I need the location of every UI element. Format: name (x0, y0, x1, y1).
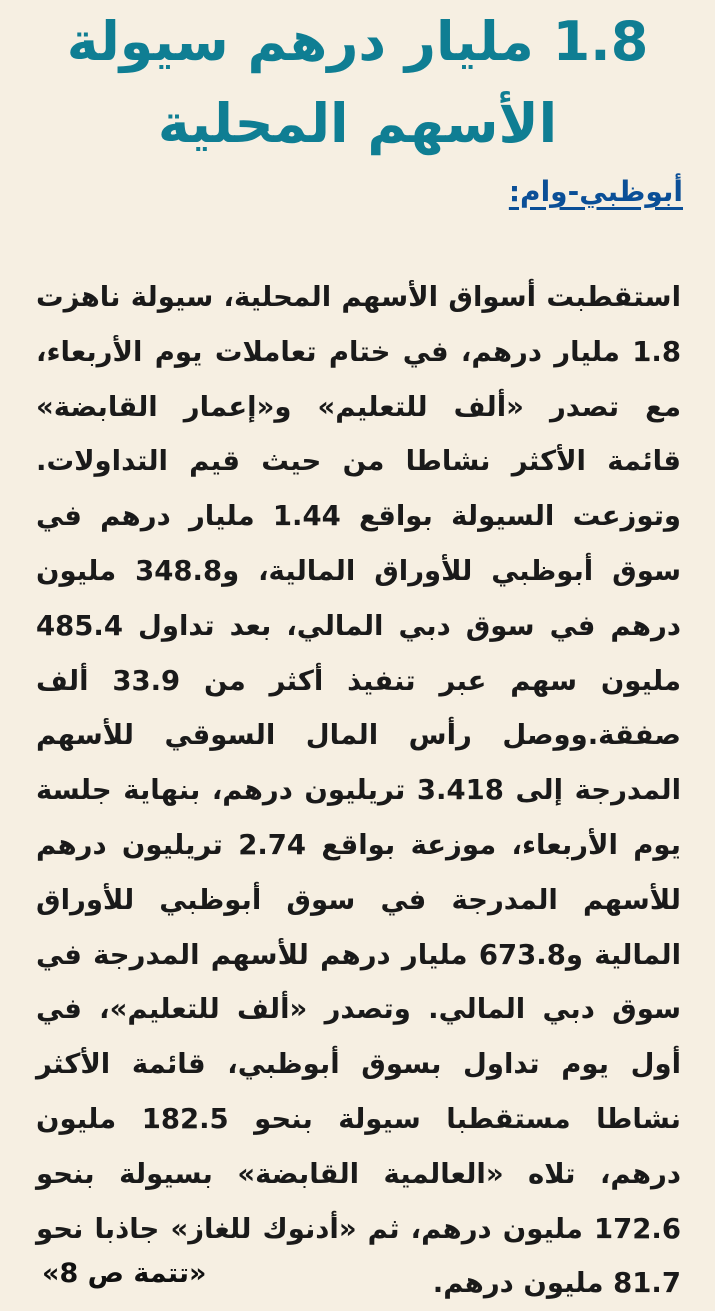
headline-line-1: 1.8 مليار درهم سيولة (66, 10, 649, 73)
continued-on-page: «تتمة ص 8» (42, 1258, 207, 1289)
headline-line-2: الأسهم المحلية (157, 92, 558, 155)
byline: أبوظبي-وام: (508, 175, 683, 208)
article-body: استقطبت أسواق الأسهم المحلية، سيولة ناهزت 1.8 مليار درهم، في ختام تعاملات يوم الأربعاء، مع تصدر «ألف للتعليم» و«إعمار القابضة» قائمة الأكثر نشاطا من حيث قيم التداولات. وتوزعت السيولة بواقع 1.44 مليار درهم في سوق أبوظبي للأوراق المالية، و348.8 مليون درهم في سوق دبي المالي، بعد تداول 485.4 مليون سهم عبر تنفيذ أكثر من 33.9 ألف صفقة.ووصل رأس المال السوقي للأسهم المدرجة إلى 3.418 تريليون درهم، بنهاية جلسة يوم الأربعاء، موزعة بواقع 2.74 تريليون درهم للأسهم المدرجة في سوق أبوظبي للأوراق المالية و673.8 مليار درهم للأسهم المدرجة في سوق دبي المالي. وتصدر «ألف للتعليم»، في أول يوم تداول بسوق أبوظبي، قائمة الأكثر نشاطا مستقطبا سيولة بنحو 182.5 مليون درهم، تلاه «العالمية القابضة» بسيولة بنحو 172.6 مليون درهم، ثم «أدنوك للغاز» جاذبا نحو 81.7 مليون درهم. (36, 281, 682, 1300)
